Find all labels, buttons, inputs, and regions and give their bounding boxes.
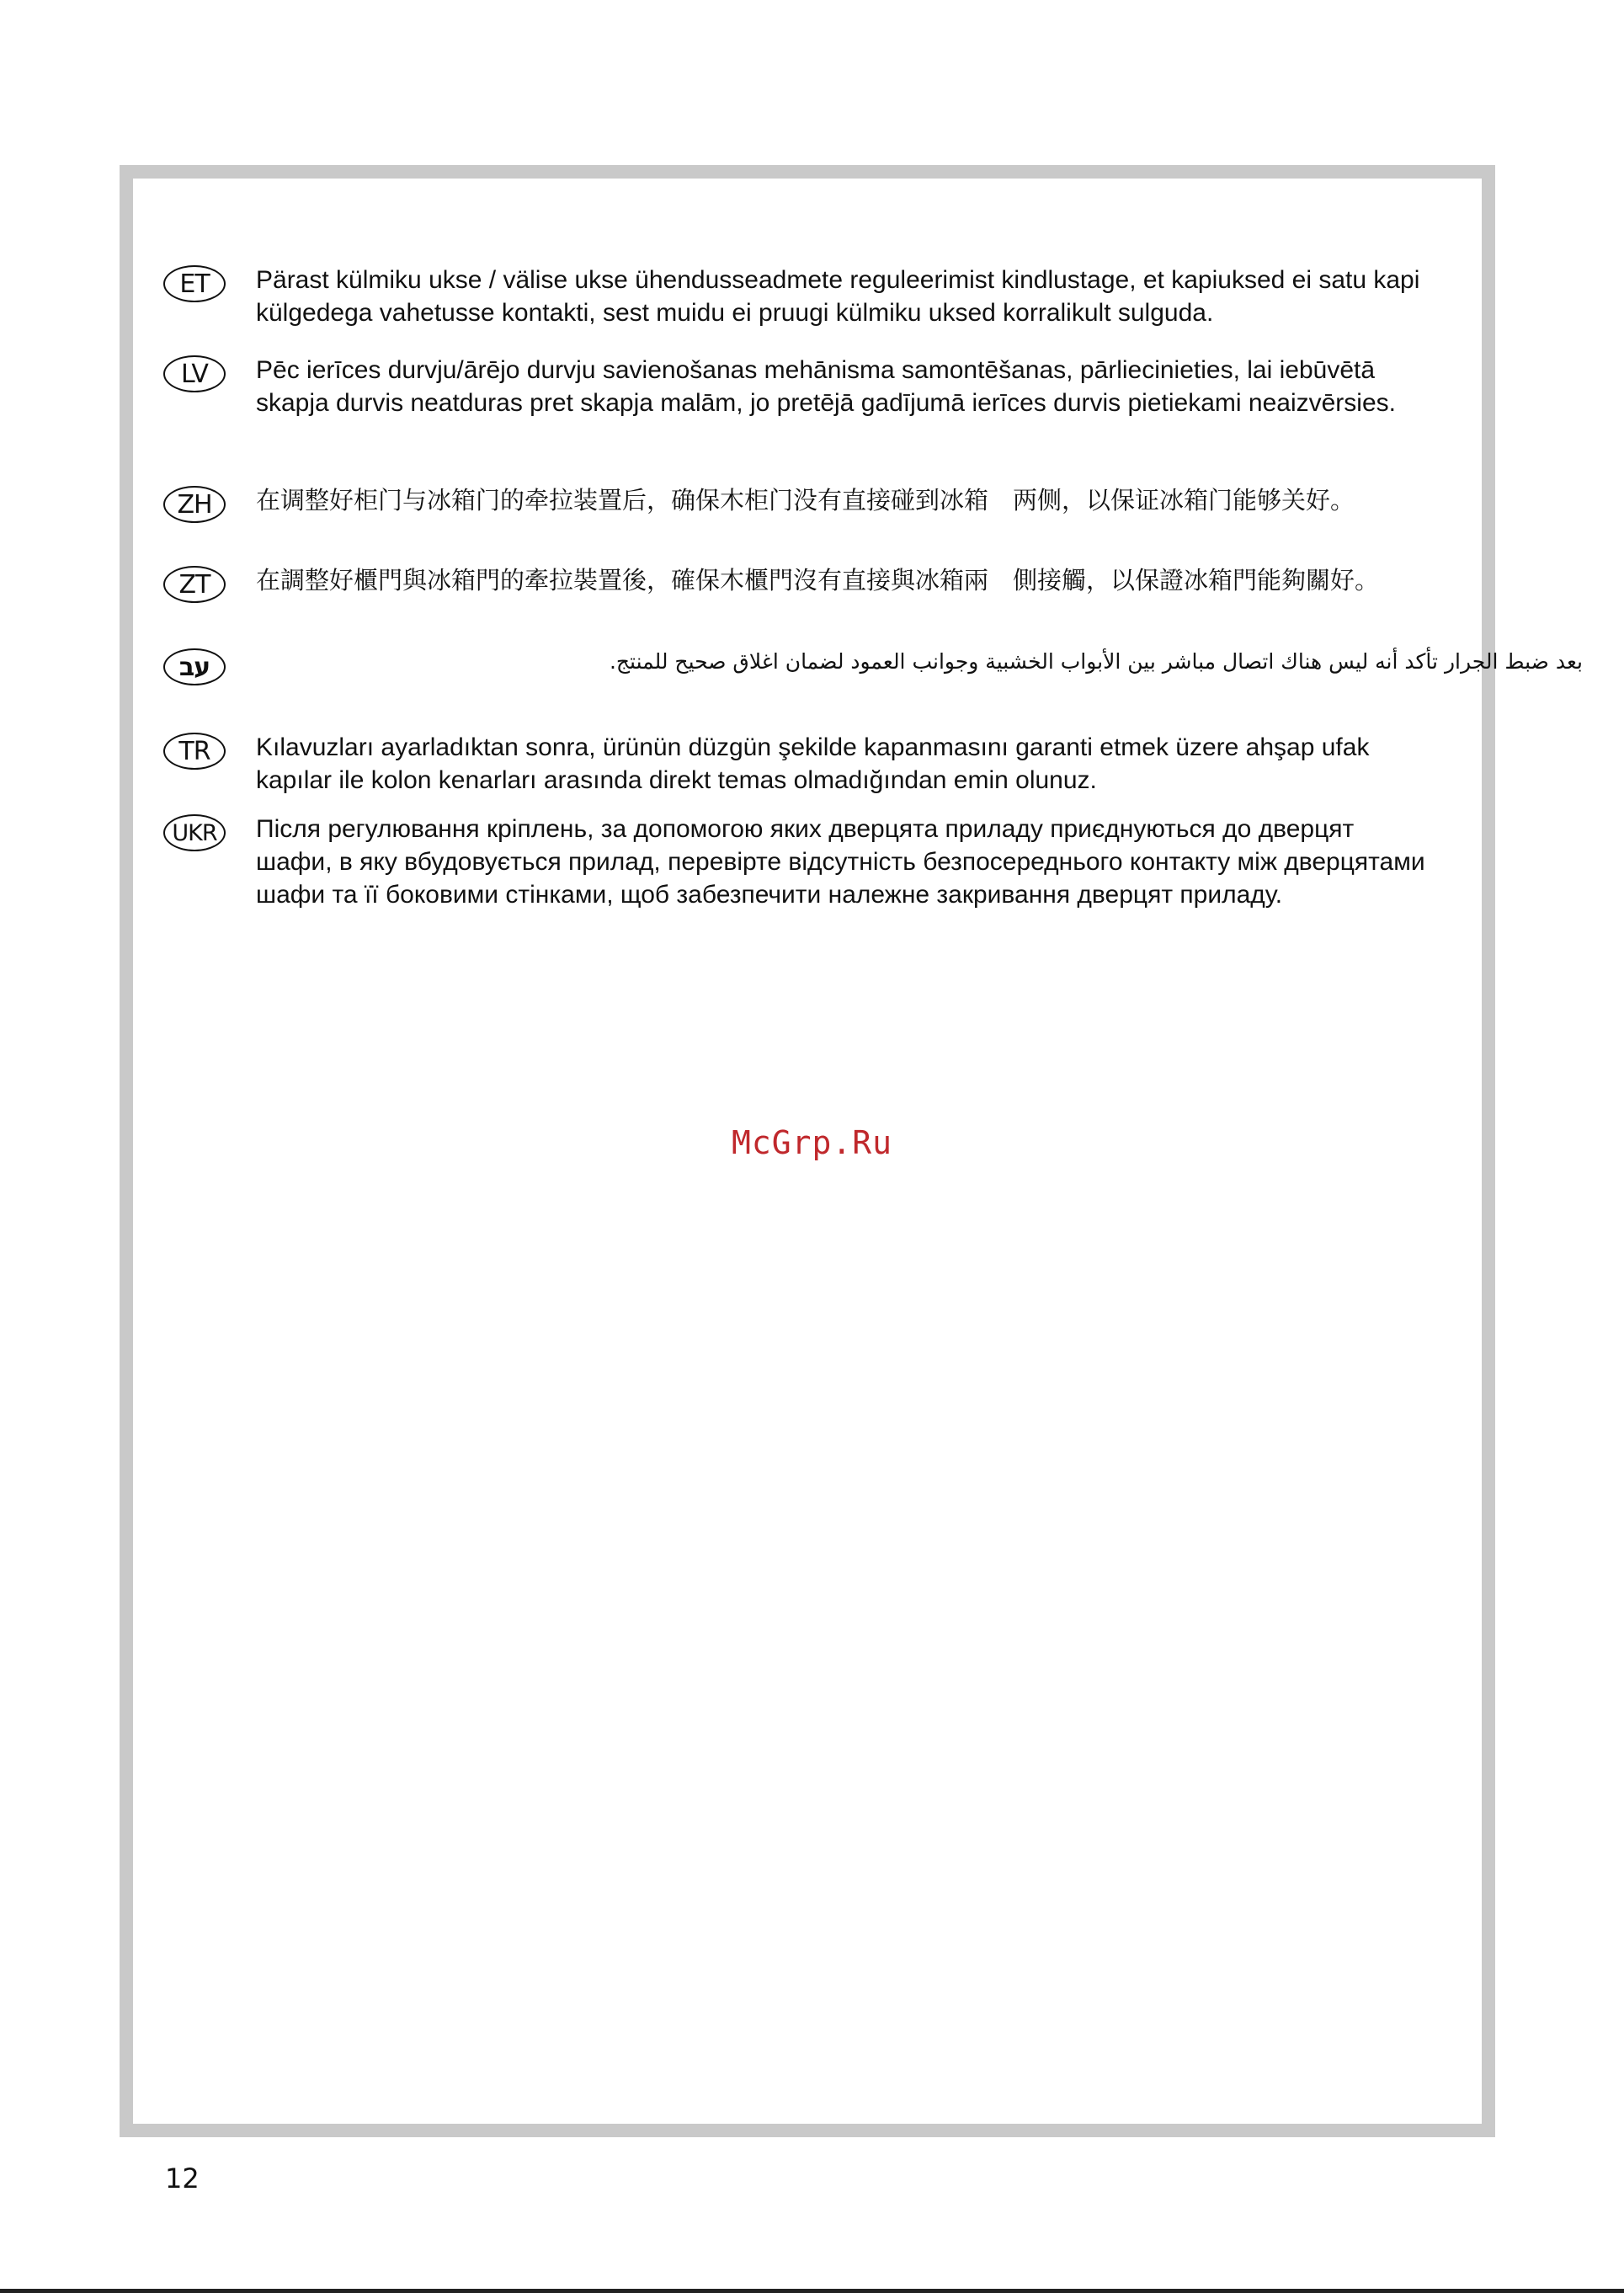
- language-badge-zt: ZT: [163, 566, 226, 603]
- watermark: McGrp.Ru: [731, 1124, 893, 1161]
- bottom-rule: [0, 2289, 1624, 2293]
- instruction-text-zh: 在调整好柜门与冰箱门的牵拉装置后，确保木柜门没有直接碰到冰箱 两侧，以保证冰箱门能够关好。: [256, 486, 1355, 515]
- instruction-text-ar: بعد ضبط الجرار تأكد أنه ليس هناك اتصال مباشر بين الأبواب الخشبية وجوانب العمود لضمان اغلاق صحيح للمنتج.: [609, 649, 1583, 674]
- instruction-text-tr: Kılavuzları ayarladıktan sonra, ürünün düzgün şekilde kapanmasını garanti etmek üzere ahşap ufak kapılar ile kolon kenarları arasında direkt temas olmadığından emin olunuz.: [256, 733, 1370, 794]
- language-badge-lv: LV: [163, 355, 226, 392]
- language-badge-ukr: UKR: [163, 814, 226, 851]
- instruction-text-zt: 在調整好櫃門與冰箱門的牽拉裝置後，確保木櫃門沒有直接與冰箱兩 側接觸，以保證冰箱門能夠關好。: [256, 566, 1380, 595]
- instruction-text-et: Pärast külmiku ukse / välise ukse ühendusseadmete reguleerimist kindlustage, et kapiuksed ei satu kapi külgedega vahetusse kontakti, sest muidu ei pruugi külmiku uksed korralikult sulguda.: [256, 266, 1420, 327]
- page-number: 12: [165, 2162, 200, 2194]
- instruction-text-lv: Pēc ierīces durvju/ārējo durvju savienošanas mehānisma samontēšanas, pārliecinieties, lai iebūvētā skapja durvis neatduras pret skapja malām, jo pretējā gadījumā ierīces durvis pietiekami neaizvērsies.: [256, 356, 1396, 417]
- instruction-text-ukr: Після регулювання кріплень, за допомогою яких дверцята приладу приєднуються до дверцят шафи, в яку вбудовується прилад, перевірте відсутність безпосереднього контакту між дверцятами шафи та її боковими стінками, щоб забезпечити належне закривання дверцят приладу.: [256, 815, 1425, 909]
- language-badge-et: ET: [163, 265, 226, 302]
- language-badge-he: עב: [163, 648, 226, 685]
- language-badge-zh: ZH: [163, 486, 226, 523]
- language-badge-tr: TR: [163, 733, 226, 770]
